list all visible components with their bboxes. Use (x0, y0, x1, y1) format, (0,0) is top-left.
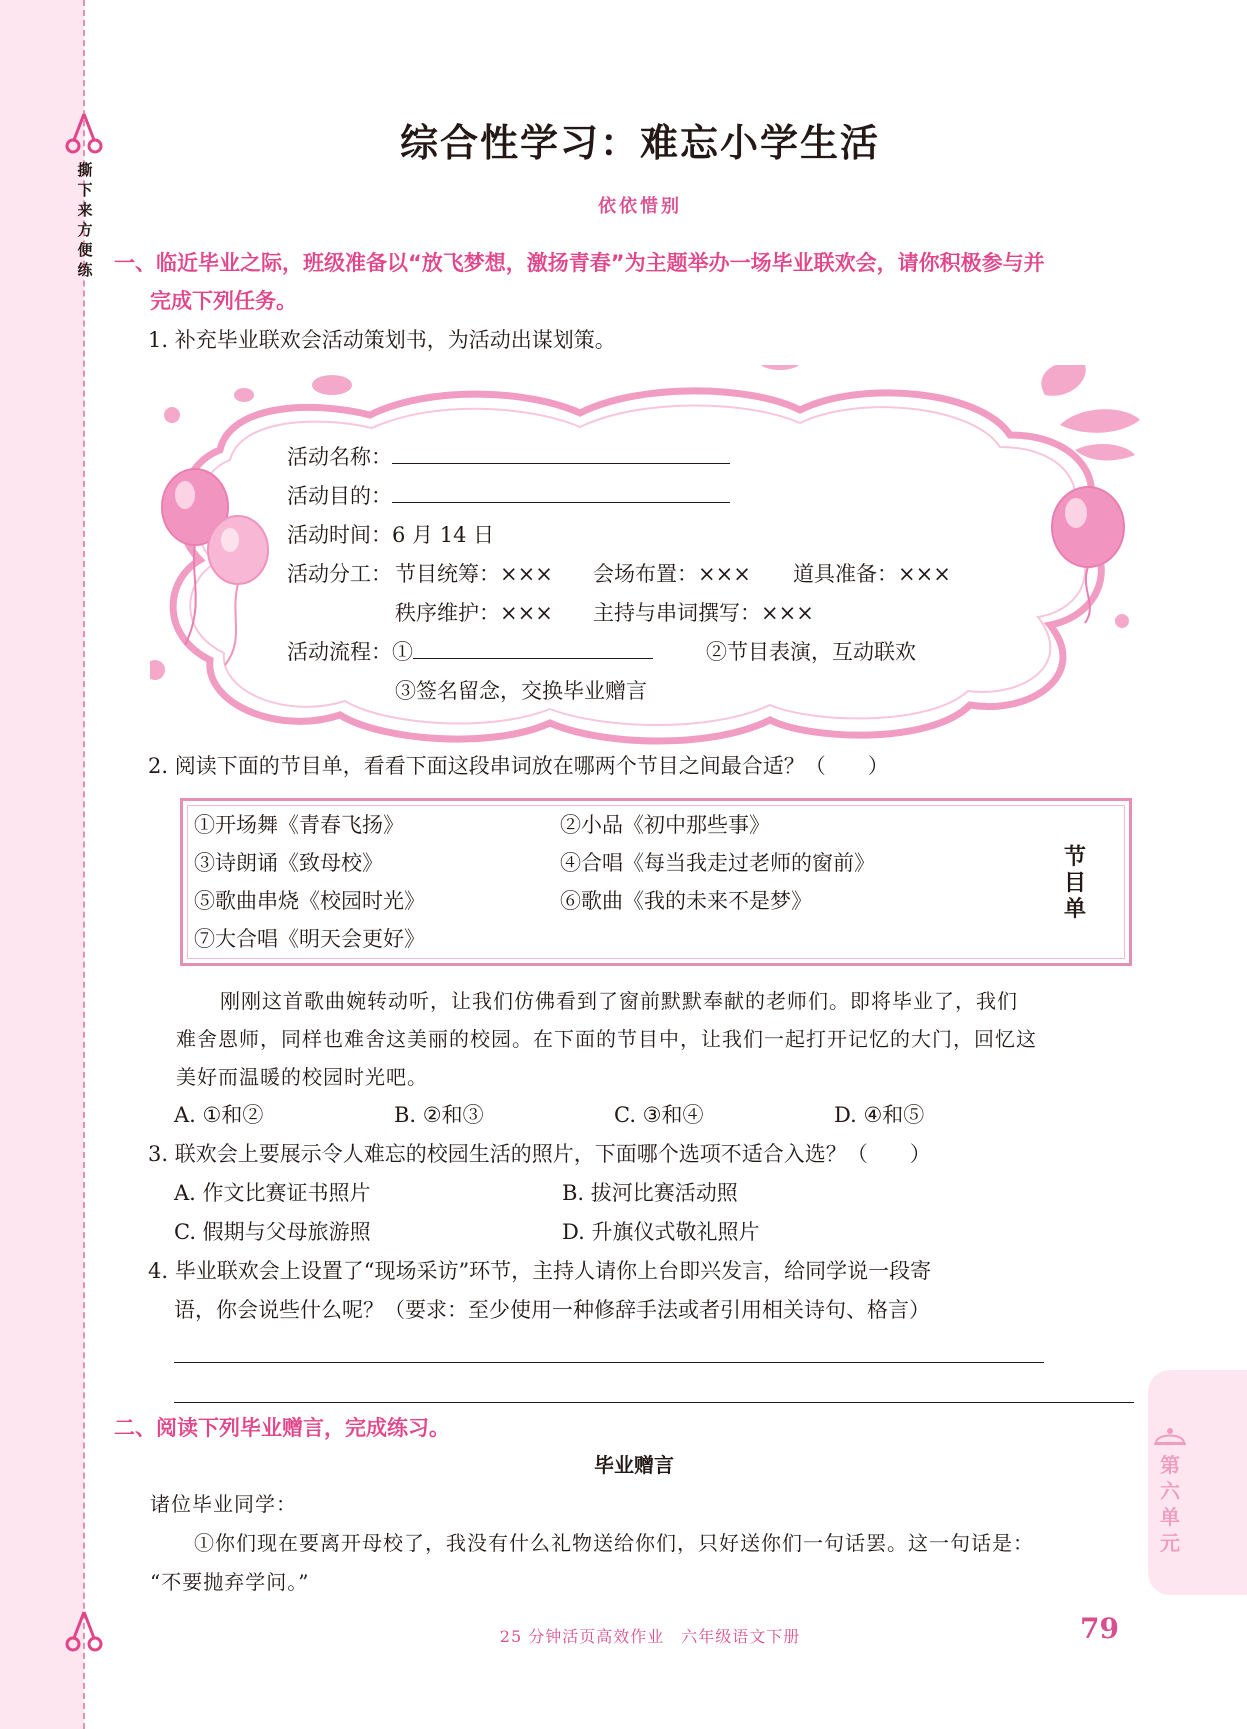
plan-division-label: 活动分工： (287, 562, 392, 586)
program-item: ⑤歌曲串烧《校园时光》 (194, 889, 425, 913)
script-line: 难舍恩师，同样也难舍这美丽的校园。在下面的节目中，让我们一起打开记忆的大门，回忆这 (176, 1027, 1037, 1051)
script-line: 刚刚这首歌曲婉转动听，让我们仿佛看到了窗前默默奉献的老师们。即将毕业了，我们 (220, 989, 1018, 1013)
scissors-icon (64, 112, 104, 156)
plan-purpose-row (287, 477, 730, 515)
section1-heading-cont: 完成下列任务。 (150, 289, 297, 313)
q3-option-d[interactable]: D. 升旗仪式敬礼照片 (562, 1220, 760, 1244)
plan-purpose-label: 活动目的： (287, 484, 392, 508)
program-list-tag: 节目单 (1063, 845, 1086, 922)
plan-name-blank[interactable] (392, 438, 730, 464)
page-subtitle: 依依惜别 (598, 196, 682, 217)
question-4: 4. 毕业联欢会上设置了“现场采访”环节，主持人请你上台即兴发言，给同学说一段寄 (148, 1259, 932, 1283)
footer-text: 25 分钟活页高效作业 六年级语文下册 (499, 1627, 801, 1646)
plan-name-row (287, 438, 730, 476)
q2-option-c[interactable]: C. ③和④ (614, 1103, 704, 1127)
plan-flow-blank[interactable] (413, 633, 653, 659)
q3-option-c[interactable]: C. 假期与父母旅游照 (174, 1220, 371, 1244)
q3-option-a[interactable]: A. 作文比赛证书照片 (174, 1181, 371, 1205)
plan-division-4: 秩序维护：××× (395, 601, 553, 625)
plan-division-3: 道具准备：××× (793, 562, 951, 586)
program-item: ⑦大合唱《明天会更好》 (194, 927, 425, 951)
q2-option-b[interactable]: B. ②和③ (394, 1103, 484, 1127)
scissors-icon (64, 1610, 104, 1654)
q3-option-b[interactable]: B. 拔河比赛活动照 (562, 1181, 738, 1205)
plan-division-5: 主持与串词撰写：××× (593, 601, 814, 625)
page-number: 79 (1080, 1612, 1119, 1645)
question-2: 2. 阅读下面的节目单，看看下面这段串词放在哪两个节目之间最合适？（ ） (148, 754, 889, 778)
book-icon (1152, 1425, 1188, 1449)
program-item: ⑥歌曲《我的未来不是梦》 (560, 889, 812, 913)
q2-option-d[interactable]: D. ④和⑤ (834, 1103, 925, 1127)
plan-flow-label: 活动流程：① (287, 640, 413, 664)
tear-strip (0, 0, 84, 1729)
plan-purpose-blank[interactable] (392, 477, 730, 503)
script-line: 美好而温暖的校园时光吧。 (176, 1065, 428, 1089)
plan-flow-3: ③签名留念，交换毕业赠言 (395, 679, 647, 703)
answer-line[interactable] (174, 1402, 1134, 1403)
section1-heading: 一、临近毕业之际，班级准备以“放飞梦想，激扬青春”为主题举办一场毕业联欢会，请你积极参与并 (114, 251, 1045, 275)
section2-heading: 二、阅读下列毕业赠言，完成练习。 (114, 1416, 450, 1440)
page-title: 综合性学习：难忘小学生活 (399, 121, 880, 165)
unit-label: 第六单元 (1160, 1453, 1180, 1555)
plan-flow-2: ②节目表演，互动联欢 (706, 640, 916, 664)
program-item: ①开场舞《青春飞扬》 (194, 813, 404, 837)
article-title: 毕业赠言 (594, 1453, 674, 1477)
plan-flow-row (287, 633, 653, 671)
plan-time: 活动时间：6 月 14 日 (287, 523, 495, 547)
answer-line[interactable] (174, 1362, 1044, 1363)
program-item: ②小品《初中那些事》 (560, 813, 770, 837)
article-greeting: 诸位毕业同学： (150, 1492, 297, 1516)
question-1: 1. 补充毕业联欢会活动策划书，为活动出谋划策。 (148, 328, 616, 352)
program-item: ④合唱《每当我走过老师的窗前》 (560, 851, 875, 875)
q2-option-a[interactable]: A. ①和② (174, 1103, 264, 1127)
article-paragraph: ①你们现在要离开母校了，我没有什么礼物送给你们，只好送你们一句话罢。这一句话是： (194, 1531, 1034, 1555)
plan-division-2: 会场布置：××× (593, 562, 751, 586)
plan-name-label: 活动名称： (287, 445, 392, 469)
plan-division-1: 节目统筹：××× (395, 562, 553, 586)
question-4-cont: 语，你会说些什么呢？（要求：至少使用一种修辞手法或者引用相关诗句、格言） (174, 1298, 930, 1322)
tear-hint: 撕下来 方便练 (77, 161, 93, 279)
program-item: ③诗朗诵《致母校》 (194, 851, 383, 875)
article-paragraph-cont: “不要抛弃学问。” (150, 1570, 310, 1594)
question-3: 3. 联欢会上要展示令人难忘的校园生活的照片，下面哪个选项不适合入选？（ ） (148, 1142, 931, 1166)
